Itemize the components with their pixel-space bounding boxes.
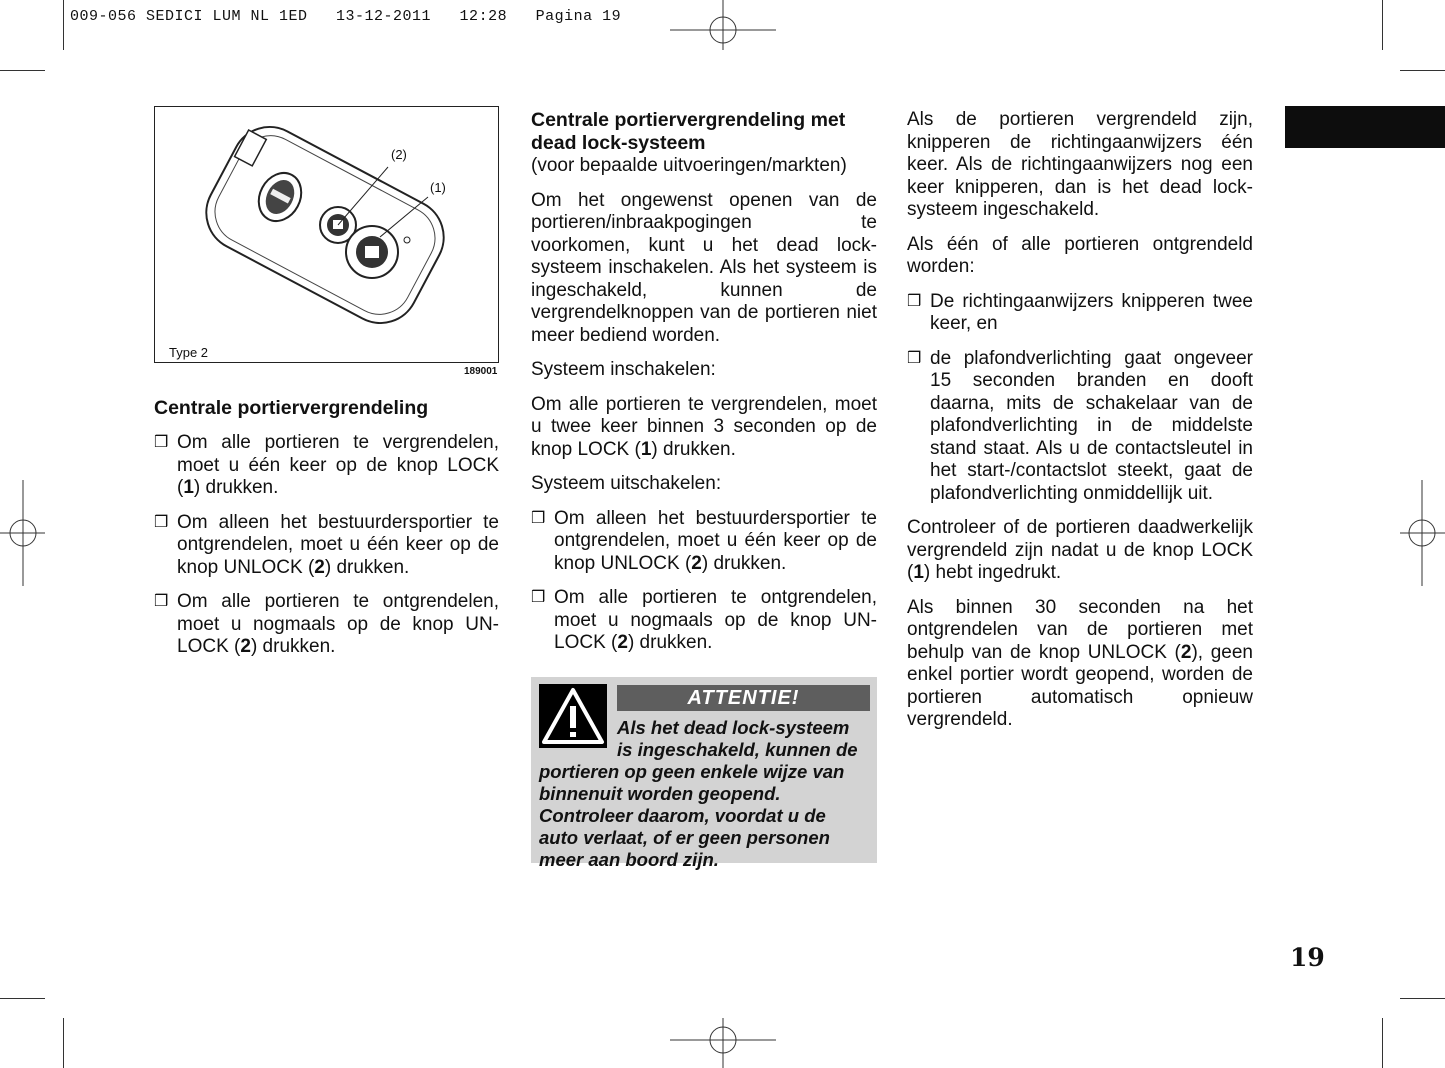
paragraph: Als de portieren vergrendeld zijn, knipperen de richtingaanwijzers één keer. Als de richtingaanwijzers nog een keer knipperen, dan is het dead lock-systeem ingeschakeld. <box>907 109 1253 220</box>
print-header: 009-056 SEDICI LUM NL 1ED 13-12-2011 12:28 Pagina 19 <box>70 8 622 25</box>
figure-type-label: Type 2 <box>169 345 209 360</box>
checkbox-bullet-icon: ❒ <box>907 292 922 310</box>
checkbox-bullet-icon: ❒ <box>154 513 169 531</box>
warning-text: Als het dead lock-systeem is ingeschakeld, kunnen de portieren op geen enkele wijze van binnenuit worden geopend. Controleer daarom, voordat u de auto verlaat, of er geen personen meer aan boord zijn. <box>539 717 858 870</box>
enable-paragraph: Om alle portieren te vergrendelen, moet u twee keer binnen 3 seconden op de knop LOCK (1) drukken. <box>531 393 877 460</box>
registration-mark-bottom <box>670 1018 776 1068</box>
callout-2: (2) <box>391 147 407 162</box>
section-heading: Centrale portiervergrendeling <box>154 397 429 419</box>
warning-box <box>531 677 877 870</box>
paragraph: Als binnen 30 seconden na het ontgrendelen van de portieren met behulp van de knop UNLOCK (2), geen enkel portier wordt geopend, worden de portieren automatisch opnieuw vergrendeld. <box>907 596 1253 730</box>
enable-label: Systeem inschakelen: <box>531 359 716 380</box>
paragraph: Controleer of de portieren daadwerkelijk vergrendeld zijn nadat u de knop LOCK (1) hebt ingedrukt. <box>907 517 1253 583</box>
list-item: ❒ Om alle portieren te ontgrendelen, moet u nogmaals op de knop UN-LOCK (2) drukken. <box>154 591 499 657</box>
registration-mark-left <box>0 480 45 586</box>
callout-1: (1) <box>430 180 446 195</box>
list-item: ❒ de plafondverlichting gaat ongeveer 15 seconden branden en dooft daarna, mits de schakelaar van de plafondverlichting in de middelste stand staat. Als u de contactsleutel in het start-/contactslot steekt, gaat de plafondverlichting onmiddellijk uit. <box>907 347 1253 504</box>
disable-label: Systeem uitschakelen: <box>531 473 722 494</box>
key-fob-figure <box>154 106 499 363</box>
list-item: ❒ De richtingaanwijzers knipperen twee keer, en <box>907 290 1253 334</box>
page-number: 19 <box>1290 943 1325 972</box>
checkbox-bullet-icon: ❒ <box>531 509 546 527</box>
intro-paragraph: Om het ongewenst openen van de portieren/inbraakpogingen te voorkomen, kunt u het dead lock-systeem inschakelen. Als het systeem is ingeschakeld, kunnen de vergrendelknoppen van de portieren niet meer bediend worden. <box>531 189 877 346</box>
checkbox-bullet-icon: ❒ <box>907 349 922 367</box>
warning-title: ATTENTIE! <box>617 685 870 711</box>
registration-mark-top <box>670 0 776 50</box>
list-item: ❒ Om alleen het bestuurdersportier te ontgrendelen, moet u één keer op de knop UNLOCK (2) drukken. <box>154 511 499 578</box>
registration-mark-right <box>1400 480 1445 586</box>
section-subheading: (voor bepaalde uitvoeringen/markten) <box>531 155 847 176</box>
column-1 <box>154 397 499 671</box>
key-fob-illustration <box>155 107 498 362</box>
list-item: ❒ Om alleen het bestuurdersportier te ontgrendelen, moet u één keer op de knop UNLOCK (2) drukken. <box>531 507 877 574</box>
checkbox-bullet-icon: ❒ <box>531 589 546 606</box>
column-2 <box>531 109 877 667</box>
lock-button-1 <box>346 226 398 278</box>
section-tab <box>1285 106 1445 148</box>
checkbox-bullet-icon: ❒ <box>154 434 169 451</box>
checkbox-bullet-icon: ❒ <box>154 593 169 610</box>
section-heading: Centrale portiervergrendeling met dead lock-systeem <box>531 109 846 154</box>
list-item: ❒ Om alle portieren te ontgrendelen, moet u nogmaals op de knop UN-LOCK (2) drukken. <box>531 587 877 653</box>
figure-code: 189001 <box>464 366 498 377</box>
warning-text-block <box>539 717 869 871</box>
list-item: ❒ Om alle portieren te vergrendelen, moet u één keer op de knop LOCK (1) drukken. <box>154 432 499 498</box>
column-3 <box>907 109 1253 744</box>
paragraph: Als één of alle portieren ontgrendeld worden: <box>907 233 1253 277</box>
